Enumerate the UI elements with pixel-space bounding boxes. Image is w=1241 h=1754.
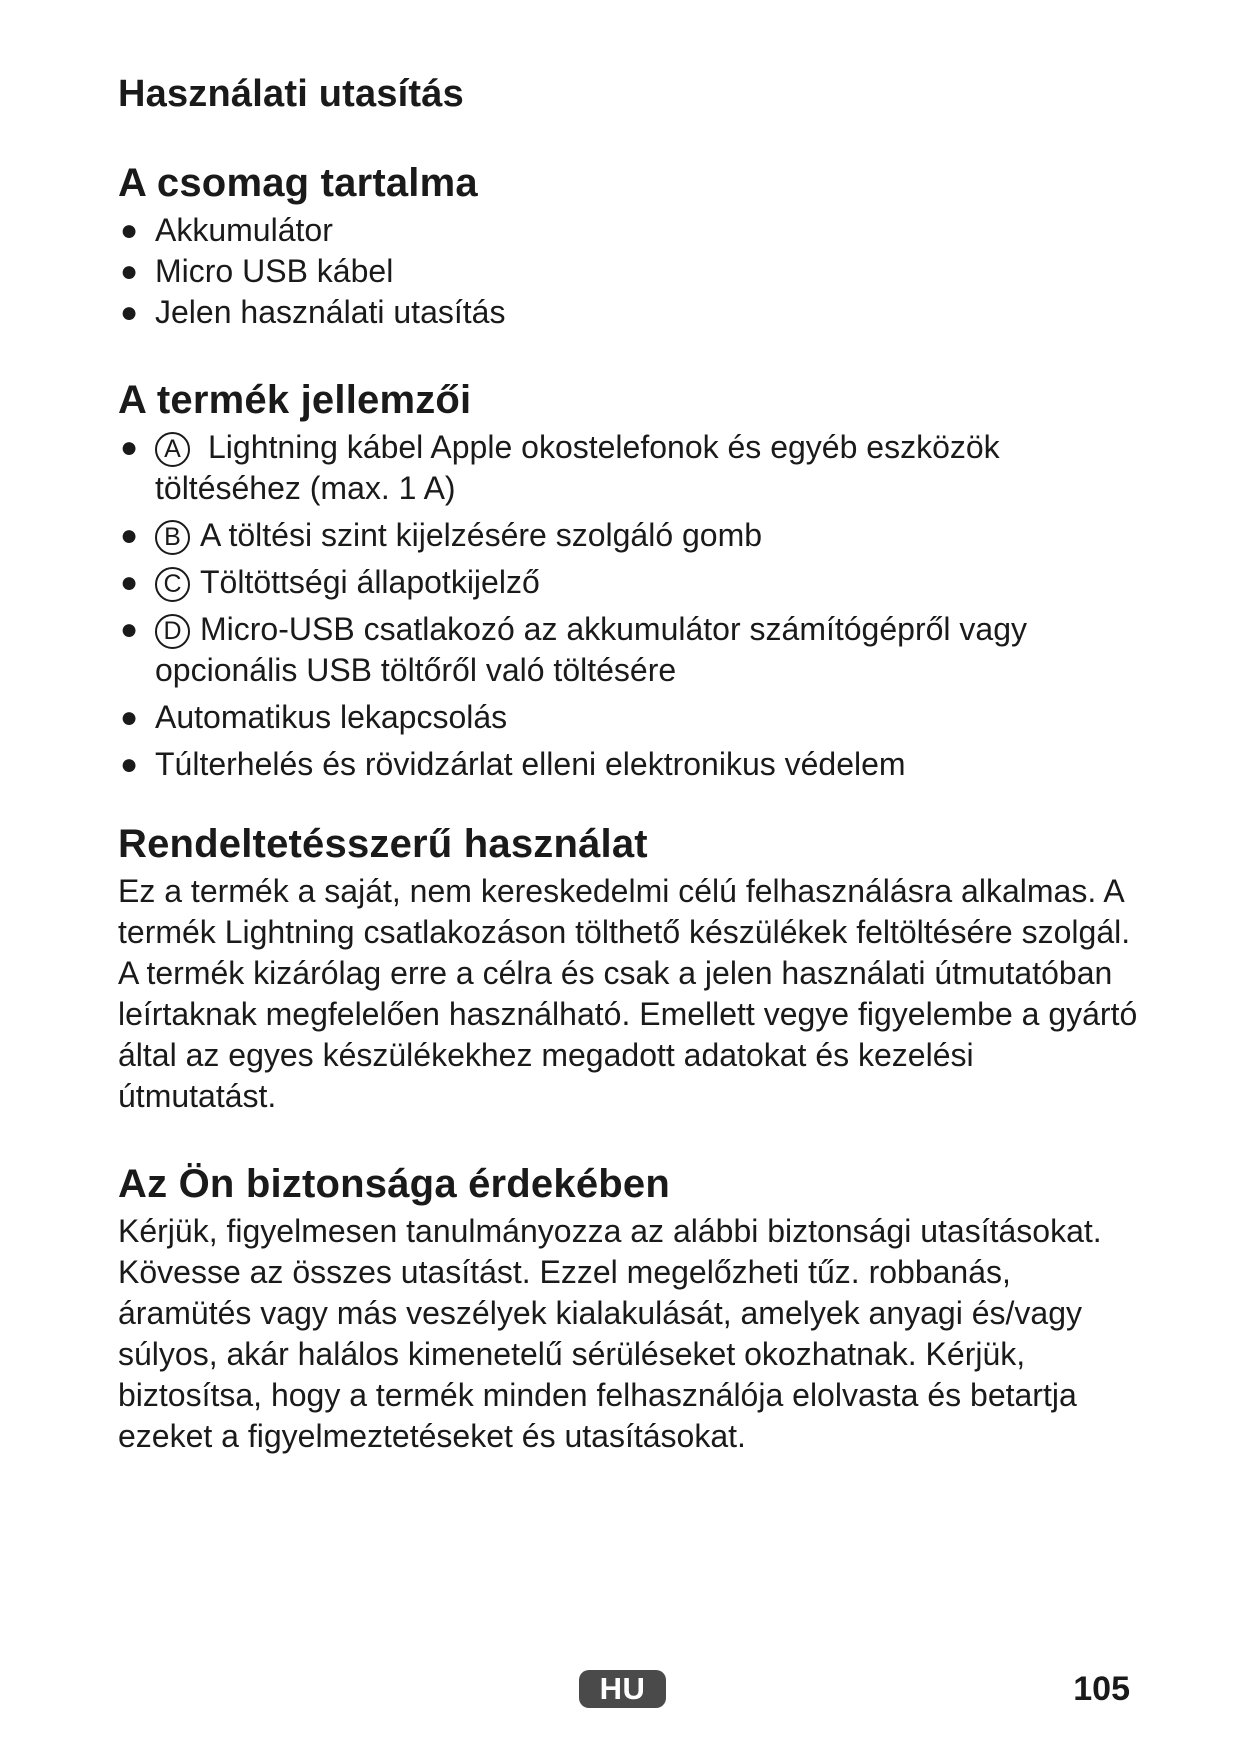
- features-section: [118, 373, 1138, 785]
- circled-letter-b-icon: B: [155, 520, 190, 555]
- list-item: [118, 697, 1138, 738]
- page-number: 105: [1073, 1670, 1130, 1708]
- bullet-icon: ●: [120, 566, 139, 599]
- package-contents-heading: A csomag tartalma: [118, 161, 478, 205]
- list-item: [118, 251, 1138, 292]
- list-item: [118, 210, 1138, 251]
- circled-letter-c-icon: C: [155, 567, 190, 602]
- bullet-icon: ●: [120, 701, 139, 734]
- list-item: [118, 515, 1138, 556]
- list-item-text: Automatikus lekapcsolás: [155, 699, 508, 735]
- bullet-icon: ●: [120, 613, 139, 646]
- list-item: [118, 562, 1138, 603]
- package-contents-section: [118, 156, 1138, 333]
- safety-heading: Az Ön biztonsága érdekében: [118, 1162, 670, 1206]
- features-list: [118, 427, 1138, 785]
- safety-section: [118, 1157, 1138, 1457]
- features-heading: A termék jellemzői: [118, 378, 472, 422]
- list-item-text: Micro USB kábel: [155, 253, 394, 289]
- bullet-icon: ●: [120, 214, 139, 247]
- document-title: Használati utasítás: [118, 73, 464, 115]
- list-item-text: Túlterhelés és rövidzárlat elleni elektronikus védelem: [155, 746, 906, 782]
- language-badge: HU: [579, 1670, 666, 1708]
- list-item: [118, 744, 1138, 785]
- list-item-text: A töltési szint kijelzésére szolgáló gomb: [200, 517, 763, 553]
- bullet-icon: ●: [120, 519, 139, 552]
- circled-letter-a-icon: A: [155, 432, 190, 467]
- list-item: [118, 427, 1138, 509]
- intended-use-paragraph: Ez a termék a saját, nem kereskedelmi célú felhasználásra alkalmas. A termék Lightning csatlakozáson tölthető készülékek feltöltésére szolgál. A termék kizárólag erre a célra és csak a jelen használati útmutatóban leírtaknak megfelelően használható. Emellett vegye figyelembe a gyártó által az egyes készülékekhez megadott adatokat és kezelési útmutatást.: [118, 873, 1138, 1114]
- safety-paragraph: Kérjük, figyelmesen tanulmányozza az alábbi biztonsági utasításokat. Kövesse az összes utasítást. Ezzel megelőzheti tűz. robbanás, áramütés vagy más veszélyek kialakulását, amelyek anyagi és/vagy súlyos, akár halálos kimenetelű sérüléseket okozhatnak. Kérjük, biztosítsa, hogy a termék minden felhasználója elolvasta és betartja ezeket a figyelmeztetéseket és utasításokat.: [118, 1213, 1102, 1454]
- list-item-text: Micro-USB csatlakozó az akkumulátor számítógépről vagy opcionális USB töltőről való töltésére: [155, 611, 1027, 688]
- list-item: [118, 292, 1138, 333]
- intended-use-section: [118, 817, 1138, 1117]
- page-content: [118, 66, 1138, 1457]
- package-contents-list: [118, 210, 1138, 333]
- bullet-icon: ●: [120, 748, 139, 781]
- list-item-text: Jelen használati utasítás: [155, 294, 506, 330]
- intended-use-heading: Rendeltetésszerű használat: [118, 822, 648, 866]
- bullet-icon: ●: [120, 431, 139, 464]
- list-item-text: Lightning kábel Apple okostelefonok és egyéb eszközök töltéséhez (max. 1 A): [155, 429, 1000, 506]
- list-item-text: Töltöttségi állapotkijelző: [200, 564, 540, 600]
- list-item: [118, 609, 1138, 691]
- circled-letter-d-icon: D: [155, 614, 190, 649]
- bullet-icon: ●: [120, 296, 139, 329]
- list-item-text: Akkumulátor: [155, 212, 333, 248]
- bullet-icon: ●: [120, 255, 139, 288]
